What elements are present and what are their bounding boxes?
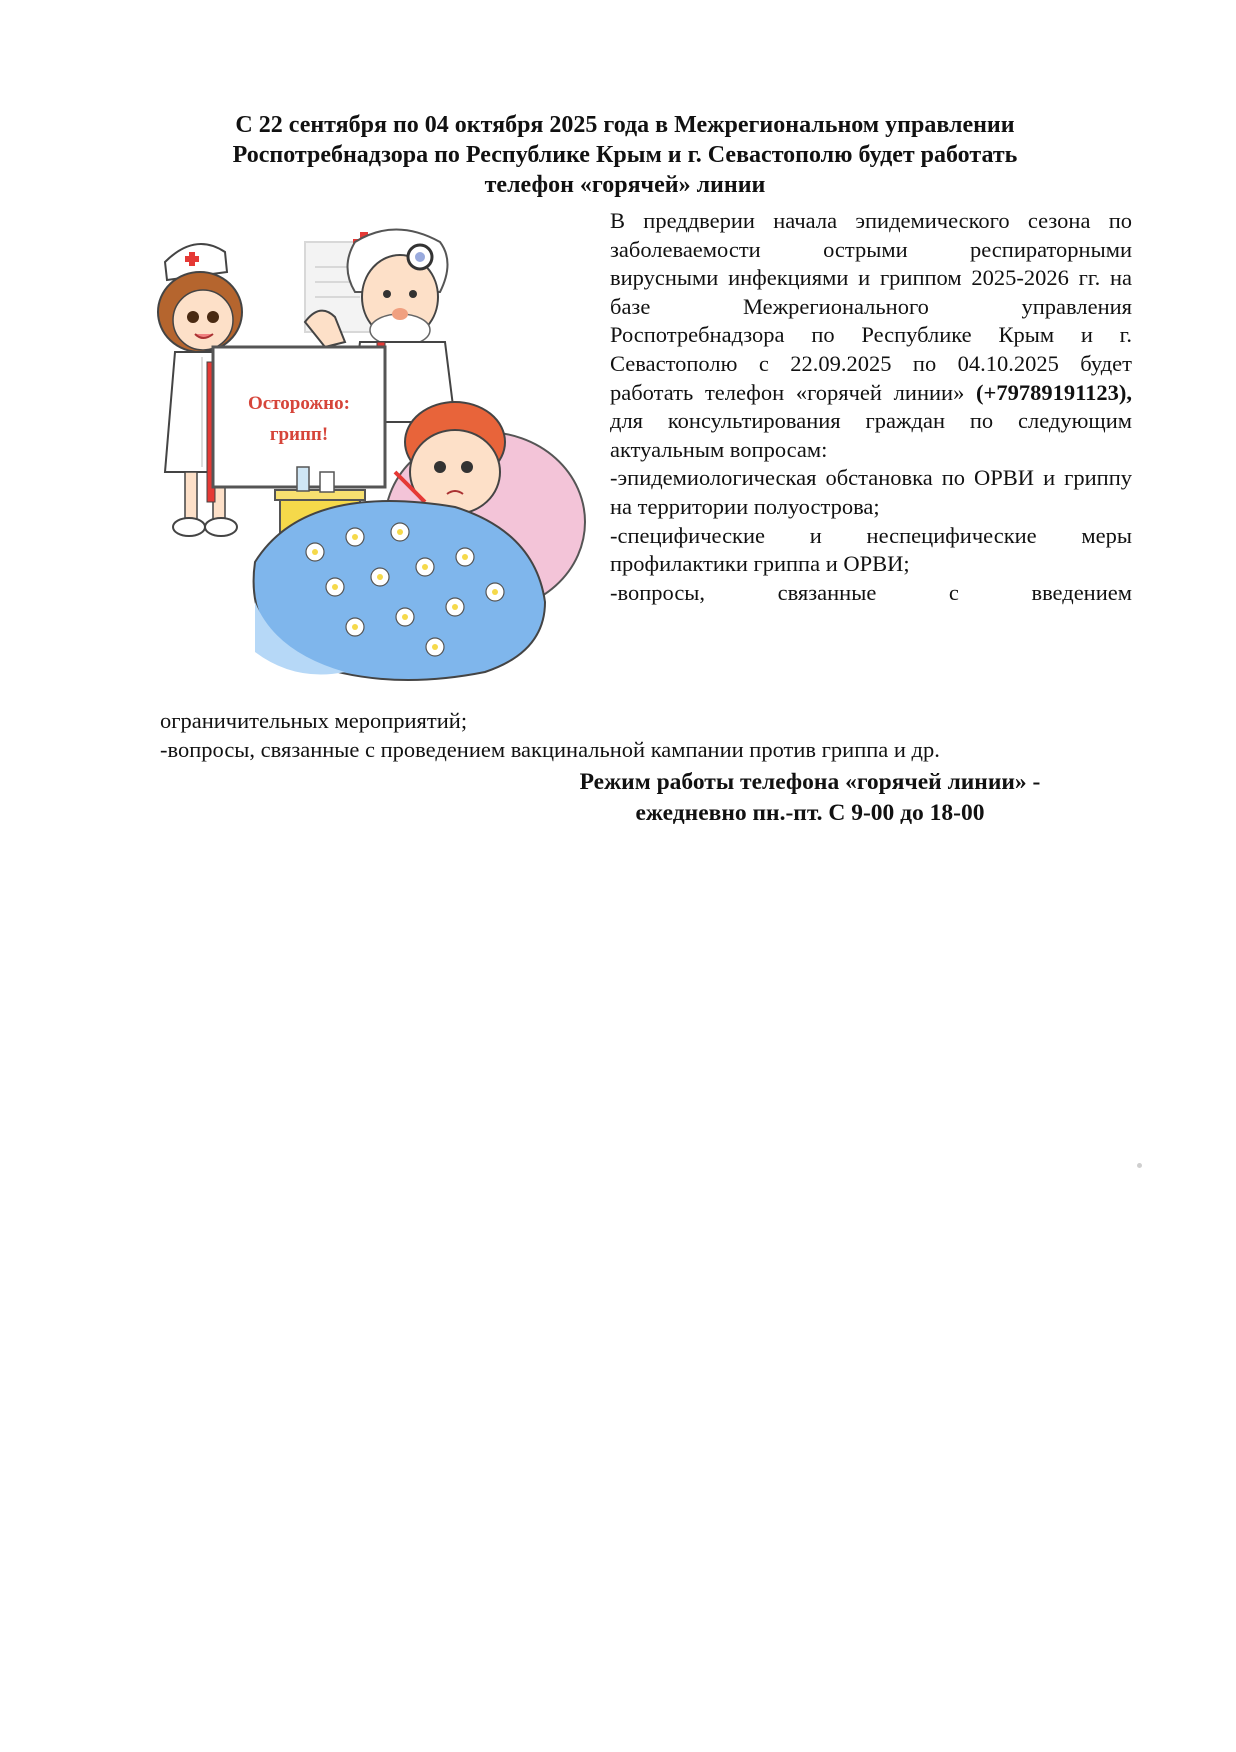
intro-paragraph — [610, 207, 1132, 464]
flu-warning-illustration — [155, 222, 595, 684]
document-title — [160, 110, 1090, 200]
schedule-line-1: Режим работы телефона «горячей линии» - — [579, 769, 1041, 795]
topic-item-2: -специфические и неспецифические меры профилактики гриппа и ОРВИ; — [610, 522, 1132, 577]
main-text-column — [610, 207, 1132, 607]
topic-item-3: -вопросы, связанные с введением — [610, 579, 1132, 605]
title-line-1: С 22 сентября по 04 октября 2025 года в Межрегиональном управлении — [235, 112, 1015, 138]
topic-item-3-continuation: ограничительных мероприятий; — [160, 708, 468, 733]
hotline-phone: (+79789191123), — [976, 379, 1132, 405]
sign-text-line-2: грипп! — [269, 424, 329, 445]
sign-text-line-1: Осторожно: — [248, 393, 350, 414]
intro-text-end: для консультирования граждан по следующим актуальным вопросам: — [610, 408, 1132, 462]
warning-sign — [213, 347, 385, 487]
scan-speck — [1137, 1163, 1142, 1168]
topic-item-4: -вопросы, связанные с проведением вакцинальной кампании против гриппа и др. — [160, 737, 940, 762]
title-line-2: Роспотребнадзора по Республике Крым и г. Севастополю будет работать — [232, 142, 1018, 168]
title-line-3: телефон «горячей» линии — [484, 172, 766, 198]
schedule-line-2: ежедневно пн.-пт. С 9-00 до 18-00 — [635, 800, 985, 826]
intro-text: В преддверии начала эпидемического сезона по заболеваемости острыми респираторными вирусными инфекциями и гриппом 2025-2026 гг. на базе Межрегионального управления Роспотребнадзора по Республике Крым и г. Севастополю с 22.09.2025 по 04.10.2025 будет работать телефон «горячей линии» — [610, 208, 1132, 405]
topic-item-1: -эпидемиологическая обстановка по ОРВИ и гриппу на территории полуострова; — [610, 465, 1132, 519]
